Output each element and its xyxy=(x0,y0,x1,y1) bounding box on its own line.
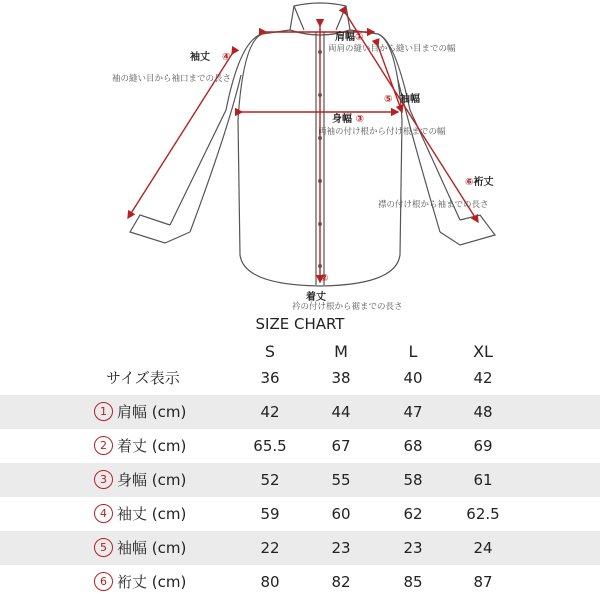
row-label xyxy=(94,565,186,599)
table-cell: 52 xyxy=(260,471,280,489)
table-cell: 23 xyxy=(331,539,351,557)
table-cell: 40 xyxy=(403,369,423,387)
label-chest-desc: 両袖の付け根から付け根までの幅 xyxy=(318,127,446,137)
row-label xyxy=(94,497,186,531)
table-cell: 62 xyxy=(403,505,423,523)
table-cell: 58 xyxy=(403,471,423,489)
label-sleeve-desc: 袖の縫い目から袖口までの長さ xyxy=(112,74,232,84)
row-number-badge: 4 xyxy=(94,504,113,523)
label-yuki-desc: 襟の付け根から袖までの長さ xyxy=(378,200,489,210)
table-cell: 60 xyxy=(331,505,351,523)
row-label-text: 身幅 (cm) xyxy=(117,471,187,489)
table-row xyxy=(0,463,600,497)
table-cell: 36 xyxy=(260,369,280,387)
row-number-badge: 6 xyxy=(94,572,113,591)
table-cell: 68 xyxy=(403,437,423,455)
row-label-text: 裄丈 (cm) xyxy=(117,573,187,591)
table-row xyxy=(0,497,600,531)
row-label xyxy=(106,361,180,395)
row-label xyxy=(94,463,186,497)
table-cell: 42 xyxy=(260,403,280,421)
row-label-text: 袖幅 (cm) xyxy=(117,539,187,557)
row-number-badge: 3 xyxy=(94,470,113,489)
right-cuff-outline xyxy=(440,215,495,245)
table-cell: 61 xyxy=(473,471,493,489)
label-chest: 身幅 ③ xyxy=(332,114,364,125)
label-length: 着丈 xyxy=(306,292,326,303)
table-cell: 48 xyxy=(473,403,493,421)
row-label xyxy=(94,531,186,565)
table-cell: 23 xyxy=(403,539,423,557)
table-cell: 47 xyxy=(403,403,423,421)
label-shoulder: 肩幅① xyxy=(335,32,364,43)
row-number-badge: 2 xyxy=(94,436,113,455)
size-header-s: S xyxy=(264,342,276,361)
label-sleeve: 袖丈 ④ xyxy=(190,52,231,63)
size-table xyxy=(0,361,600,599)
row-label-text: サイズ表示 xyxy=(106,369,180,387)
size-chart-title: SIZE CHART xyxy=(255,315,345,333)
row-label xyxy=(94,429,186,463)
table-row xyxy=(0,565,600,599)
table-row xyxy=(0,531,600,565)
table-cell: 67 xyxy=(331,437,351,455)
size-header-xl: XL xyxy=(473,342,493,361)
row-label-text: 肩幅 (cm) xyxy=(117,403,187,421)
size-header-m: M xyxy=(334,342,348,361)
left-cuff-outline xyxy=(130,215,190,243)
row-number-badge: 1 xyxy=(94,402,113,421)
table-cell: 38 xyxy=(331,369,351,387)
label-armhole: ⑤ 袖幅 xyxy=(384,94,420,105)
row-number-badge: 5 xyxy=(94,538,113,557)
table-cell: 22 xyxy=(260,539,280,557)
table-cell: 24 xyxy=(473,539,493,557)
table-cell: 85 xyxy=(403,573,423,591)
table-row xyxy=(0,429,600,463)
left-sleeve-outline xyxy=(170,34,262,232)
table-cell: 65.5 xyxy=(253,437,287,455)
table-cell: 44 xyxy=(331,403,351,421)
table-cell: 59 xyxy=(260,505,280,523)
table-cell: 87 xyxy=(473,573,493,591)
table-cell: 62.5 xyxy=(466,505,500,523)
table-row xyxy=(0,361,600,395)
table-cell: 82 xyxy=(331,573,351,591)
label-yuki: ⑥裄丈 xyxy=(465,177,494,188)
label-length-num: ② xyxy=(320,273,329,284)
label-length-desc: 衿の付け根から裾までの長さ xyxy=(292,302,403,312)
row-label-text: 袖丈 (cm) xyxy=(117,505,187,523)
table-cell: 42 xyxy=(473,369,493,387)
table-row xyxy=(0,395,600,429)
table-cell: 55 xyxy=(331,471,351,489)
label-shoulder-desc: 両肩の縫い目から縫い目までの幅 xyxy=(328,44,456,54)
row-label xyxy=(94,395,186,429)
size-header-l: L xyxy=(408,342,418,361)
row-label-text: 着丈 (cm) xyxy=(117,437,187,455)
table-cell: 69 xyxy=(473,437,493,455)
table-cell: 80 xyxy=(260,573,280,591)
